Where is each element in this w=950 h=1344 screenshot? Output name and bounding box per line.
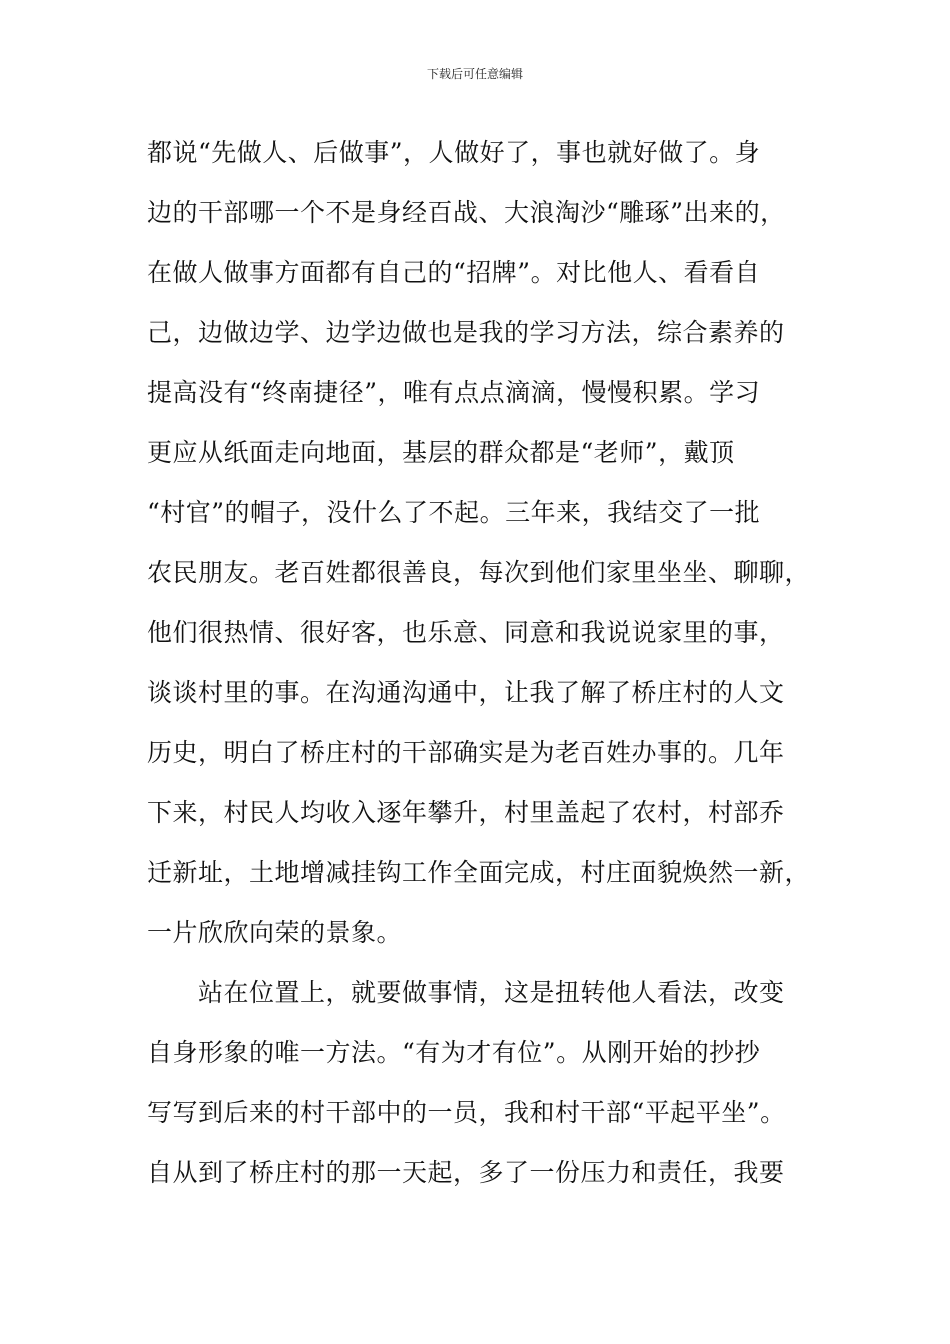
text-line: 自从到了桥庄村的那一天起，多了一份压力和责任，我要	[147, 1158, 785, 1187]
text-line: 都说“先做人、后做事”，人做好了，事也就好做了。身	[147, 138, 761, 167]
text-line: 在做人做事方面都有自己的“招牌”。对比他人、看看自	[147, 258, 761, 287]
text-line: 历史，明白了桥庄村的干部确实是为老百姓办事的。几年	[147, 738, 785, 767]
document-body	[147, 133, 827, 1213]
page-header: 下载后可任意编辑	[426, 67, 523, 81]
text-line: 自身形象的唯一方法。“有为才有位”。从刚开始的抄抄	[147, 1038, 761, 1067]
text-line: 提高没有“终南捷径”，唯有点点滴滴，慢慢积累。学习	[147, 378, 761, 407]
text-line: 迁新址，土地增减挂钩工作全面完成，村庄面貌焕然一新，	[147, 858, 811, 887]
text-line: 一片欣欣向荣的景象。	[147, 918, 403, 947]
text-line: 下来，村民人均收入逐年攀升，村里盖起了农村，村部乔	[147, 798, 785, 827]
text-line: 写写到后来的村干部中的一员，我和村干部“平起平坐”。	[147, 1098, 786, 1127]
text-line: 更应从纸面走向地面，基层的群众都是“老师”，戴顶	[147, 438, 735, 467]
text-line: 农民朋友。老百姓都很善良，每次到他们家里坐坐、聊聊，	[147, 558, 811, 587]
text-line: 他们很热情、很好客，也乐意、同意和我说说家里的事，	[147, 618, 785, 647]
text-line: 站在位置上，就要做事情，这是扭转他人看法，改变	[147, 978, 785, 1007]
text-line: 边的干部哪一个不是身经百战、大浪淘沙“雕琢”出来的，	[147, 198, 786, 227]
text-line: 谈谈村里的事。在沟通沟通中，让我了解了桥庄村的人文	[147, 678, 785, 707]
text-line: 己，边做边学、边学边做也是我的学习方法，综合素养的	[147, 318, 785, 347]
text-line: “村官”的帽子，没什么了不起。三年来，我结交了一批	[147, 498, 761, 527]
